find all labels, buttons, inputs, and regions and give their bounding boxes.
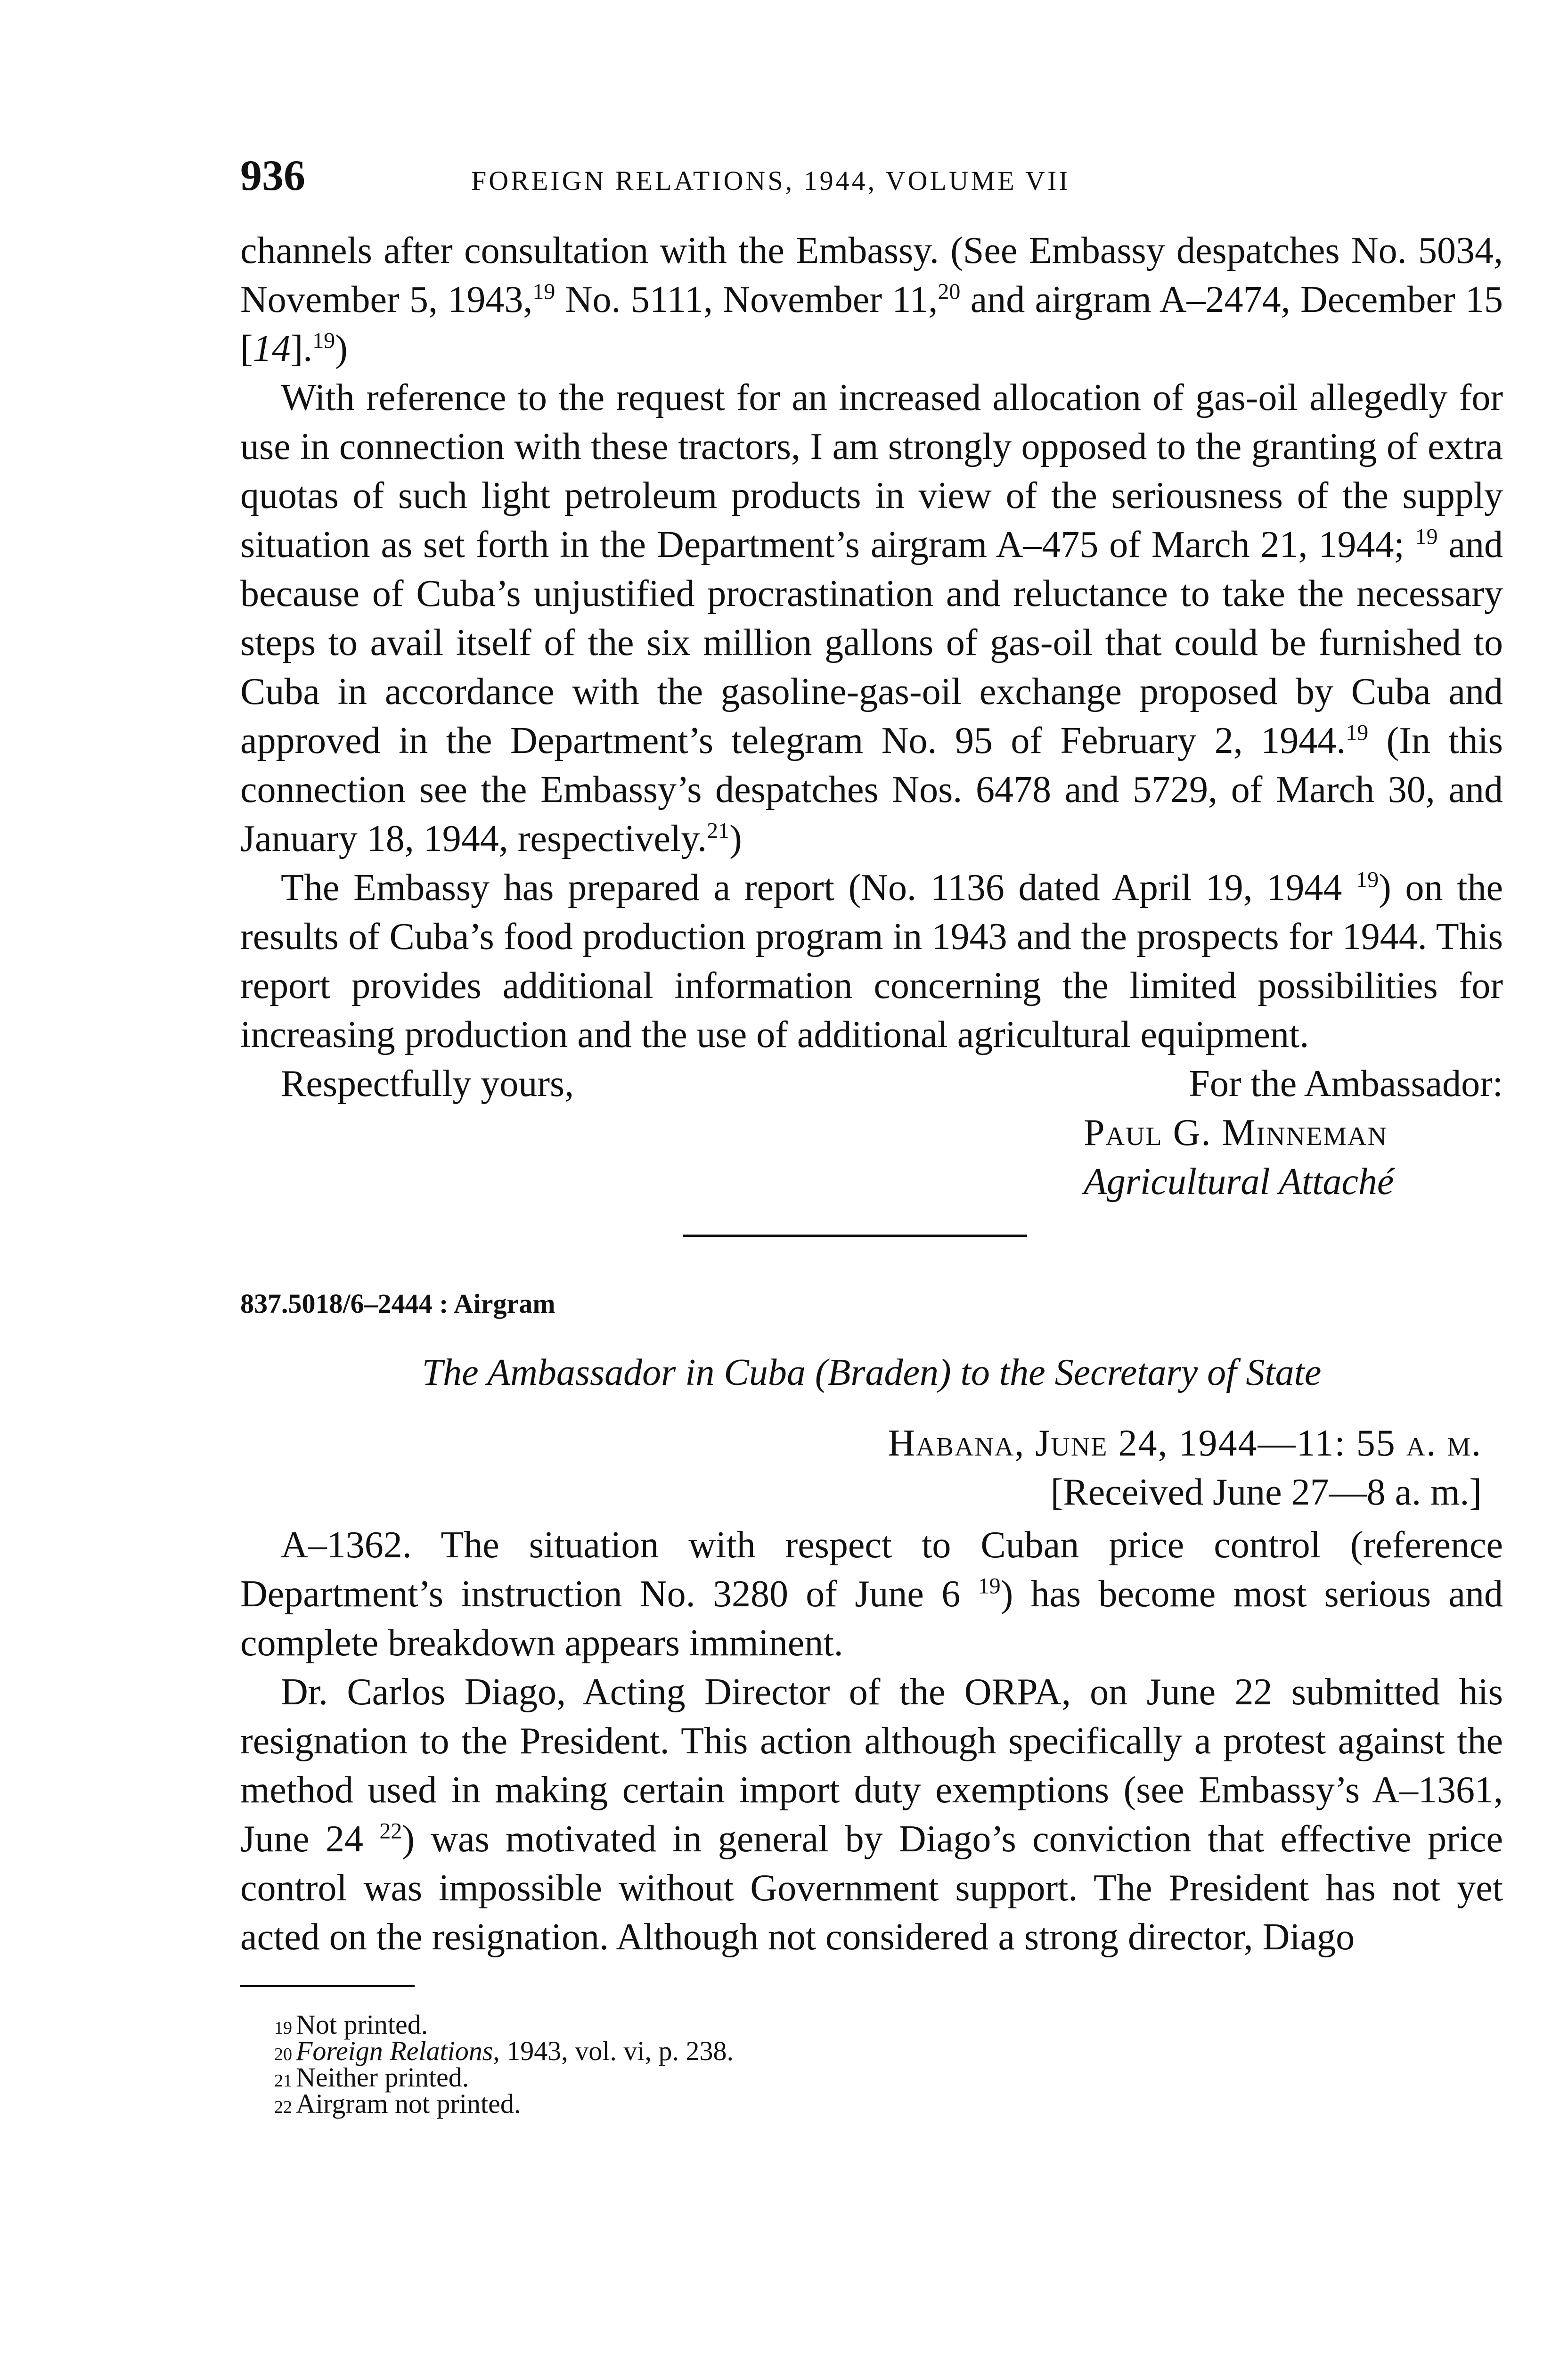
signature-block [1084, 1108, 1503, 1206]
continued-paragraph [240, 226, 1503, 373]
footnote-item: 19 Not printed. [274, 2009, 428, 2040]
page-number: 936 [240, 151, 305, 199]
footnote-text: , 1943, vol. vi, p. 238. [493, 2036, 734, 2066]
footnote-item: 21 Neither printed. [274, 2062, 469, 2093]
footnote-reference: 19 [978, 1573, 1001, 1599]
paragraph-text: The Embassy has prepared a report (No. 1136 dated April 19, 1944 [281, 867, 1356, 908]
paragraph-text: With reference to the request for an increased allocation of gas-oil allegedly for use in connection with these tractors, I am strongly opposed to the granting of extra quotas of such light petroleum products in view of the seriousness of the supply situation as set forth in the Department’s airgram A–475 of March 21, 1944; [240, 377, 1503, 565]
closing-authority: For the Ambassador: [1189, 1063, 1503, 1104]
italic-date: 14 [253, 328, 291, 369]
footnote-reference: 19 [1415, 524, 1438, 549]
footnote-reference: 19 [1356, 867, 1379, 892]
resignation-paragraph [240, 1668, 1503, 1962]
paragraph-text: channels after consultation with the Embassy. (See Embassy despatches No. 5034, November 5, 1943, [240, 230, 1503, 320]
footnote-item: 20 Foreign Relations , 1943, vol. vi, p. 238. [274, 2036, 734, 2066]
gas-oil-paragraph [240, 373, 1503, 863]
footnote-reference: 21 [707, 818, 730, 843]
footnote-reference: 20 [938, 279, 961, 304]
report-paragraph [240, 863, 1503, 1059]
footnote-reference: 19 [532, 279, 555, 304]
document-page [240, 151, 1503, 2117]
price-control-paragraph [240, 1521, 1503, 1668]
footnote-reference: 19 [1346, 720, 1369, 745]
paragraph-text: No. 5111, November 11, [555, 279, 938, 320]
page-header [240, 151, 1503, 203]
paragraph-text: ) was motivated in general by Diago’s conviction that effective price control was impossible without Government support. The President has not yet acted on the resignation. Although not considered a strong director, Diago [240, 1818, 1503, 1958]
paragraph-text: ) [729, 818, 742, 859]
footnote-text: Neither printed. [296, 2062, 469, 2093]
footnote-text: Airgram not printed. [296, 2088, 521, 2119]
dateline: Habana, June 24, 1944—11: 55 a. m. [888, 1423, 1482, 1464]
footnote-item: 22 Airgram not printed. [274, 2088, 521, 2119]
document-title: The Ambassador in Cuba (Braden) to the Secretary of State [422, 1352, 1322, 1393]
footnote-title: Foreign Relations [296, 2036, 493, 2066]
section-divider [683, 1235, 1027, 1237]
file-reference: 837.5018/6–2444 : Airgram [240, 1288, 555, 1319]
paragraph-text: ]. [290, 328, 313, 369]
paragraph-text: and airgram A–2474, December 15 [ [240, 279, 1503, 369]
signer-name: Paul G. Minneman [1084, 1112, 1388, 1153]
footnote-text: Not printed. [296, 2009, 428, 2040]
paragraph-text: and because of Cuba’s unjustified procrastination and reluctance to take the necessary steps to avail itself of the six million gallons of gas-oil that could be furnished to Cuba in accordance with the gasoline-gas-oil exchange proposed by Cuba and approved in the Department’s telegram No. 95 of February 2, 1944. [240, 524, 1503, 761]
signer-title: Agricultural Attaché [1084, 1161, 1394, 1203]
letter-closing [281, 1059, 1503, 1108]
running-head: FOREIGN RELATIONS, 1944, VOLUME VII [471, 165, 1070, 196]
footnote-divider [240, 1985, 415, 1987]
paragraph-text: ) [335, 328, 348, 369]
footnotes [274, 2009, 1503, 2119]
paragraph-text: Dr. Carlos Diago, Acting Director of the ORPA, on June 22 submitted his resignation to the President. This action although specifically a protest against the method used in making certain import duty exemptions (see Embassy’s A–1361, June 24 [240, 1671, 1503, 1860]
paragraph-text: (In this connection see the Embassy’s despatches Nos. 6478 and 5729, of March 30, and January 18, 1944, respectively. [240, 720, 1503, 859]
paragraph-text: A–1362. The situation with respect to Cuban price control (reference Department’s instruction No. 3280 of June 6 [240, 1524, 1503, 1615]
paragraph-text: ) on the results of Cuba’s food production program in 1943 and the prospects for 1944. This report provides additional information concerning the limited possibilities for increasing production and the use of additional agricultural equipment. [240, 867, 1503, 1055]
paragraph-text: ) has become most serious and complete breakdown appears imminent. [240, 1573, 1503, 1664]
received-line: [Received June 27—8 a. m.] [1050, 1472, 1482, 1513]
closing-salutation: Respectfully yours, [281, 1063, 574, 1104]
footnote-reference: 19 [312, 328, 335, 353]
footnote-reference: 22 [379, 1818, 402, 1844]
